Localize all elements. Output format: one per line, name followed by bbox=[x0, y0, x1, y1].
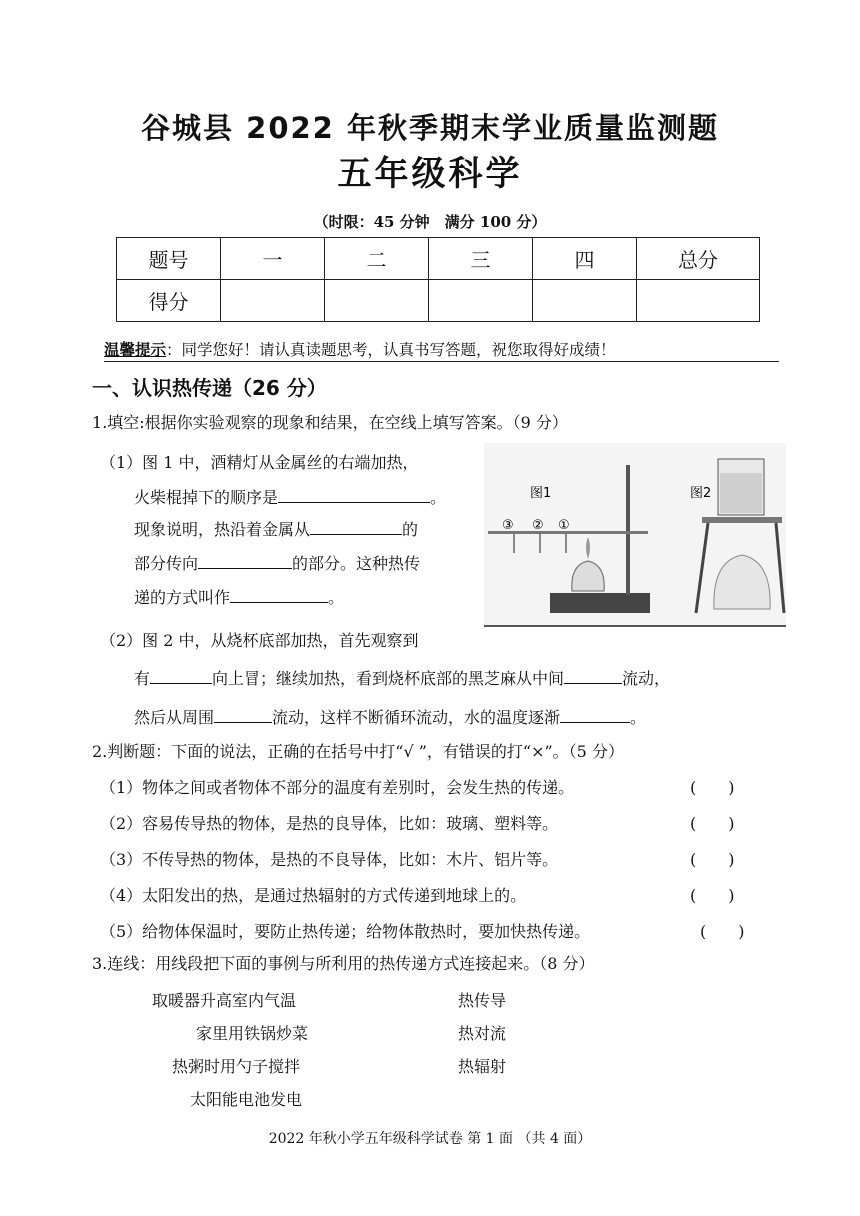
q1-p2-line2 bbox=[134, 666, 670, 689]
answer-blank[interactable] bbox=[150, 669, 212, 684]
q2-item: （5）给物体保温时，要防止热传递；给物体散热时，要加快热传递。 bbox=[100, 922, 591, 941]
score-label-cell: 得分 bbox=[117, 280, 221, 322]
score-cell[interactable] bbox=[325, 280, 429, 322]
q1-p1-line5 bbox=[134, 585, 344, 608]
q3-title: 3.连线：用线段把下面的事例与所利用的热传递方式连接起来。（8 分） bbox=[92, 954, 595, 973]
answer-blank[interactable] bbox=[560, 708, 630, 723]
exam-title: 谷城县 2022 年秋季期末学业质量监测题 bbox=[141, 111, 719, 145]
score-cell[interactable] bbox=[221, 280, 325, 322]
q1-p1-line1: （1）图 1 中，酒精灯从金属丝的右端加热， bbox=[100, 453, 419, 472]
score-header-cell: 四 bbox=[533, 238, 637, 280]
q1-text: 的部分。这种热传 bbox=[292, 554, 421, 573]
score-table bbox=[116, 237, 760, 322]
section-title: 一、认识热传递（26 分） bbox=[92, 376, 327, 400]
alcohol-lamp-icon bbox=[572, 561, 604, 591]
exam-subtitle: 五年级科学 bbox=[337, 154, 523, 194]
answer-paren[interactable]: ( ) bbox=[690, 850, 735, 869]
page-footer: 2022 年秋小学五年级科学试卷 第 1 面 （共 4 面） bbox=[268, 1131, 592, 1147]
q2-item: （1）物体之间或者物体不部分的温度有差别时，会发生热的传递。 bbox=[100, 778, 575, 797]
experiment-illustration bbox=[484, 443, 786, 625]
score-cell[interactable] bbox=[429, 280, 533, 322]
q2-item: （3）不传导热的物体，是热的不良导体，比如：木片、铝片等。 bbox=[100, 850, 559, 869]
q1-p1-line4 bbox=[134, 551, 420, 574]
answer-paren[interactable]: ( ) bbox=[690, 814, 735, 833]
answer-blank[interactable] bbox=[310, 520, 402, 535]
answer-blank[interactable] bbox=[278, 488, 430, 503]
tripod-leg bbox=[696, 523, 708, 613]
q1-p2-line3 bbox=[134, 705, 646, 728]
match-left-item[interactable]: 太阳能电池发电 bbox=[190, 1090, 303, 1109]
score-header-cell: 一 bbox=[221, 238, 325, 280]
answer-blank[interactable] bbox=[198, 554, 292, 569]
answer-blank[interactable] bbox=[214, 708, 272, 723]
q1-text: 有 bbox=[134, 669, 151, 688]
q2-title: 2.判断题：下面的说法，正确的在括号中打“√ ”，有错误的打“×”。（5 分） bbox=[92, 742, 624, 761]
q1-text: 部分传向 bbox=[134, 554, 199, 573]
q1-p1-line2 bbox=[134, 485, 446, 508]
alcohol-lamp-icon bbox=[714, 555, 770, 609]
marker-2: ② bbox=[532, 518, 544, 533]
answer-paren[interactable]: ( ) bbox=[690, 778, 735, 797]
fig2-label: 图2 bbox=[690, 486, 712, 501]
fig1-label: 图1 bbox=[530, 486, 552, 501]
q1-text: 。 bbox=[328, 588, 345, 607]
q2-item: （4）太阳发出的热，是通过热辐射的方式传递到地球上的。 bbox=[100, 886, 527, 905]
answer-paren[interactable]: ( ) bbox=[700, 922, 745, 941]
match-left-item[interactable]: 取暖器升高室内气温 bbox=[152, 991, 297, 1010]
marker-3: ③ bbox=[502, 518, 514, 533]
match-right-item[interactable]: 热传导 bbox=[458, 991, 507, 1010]
answer-paren[interactable]: ( ) bbox=[690, 886, 735, 905]
q1-p1-line3 bbox=[134, 517, 418, 540]
score-header-row bbox=[117, 238, 760, 280]
score-header-cell: 二 bbox=[325, 238, 429, 280]
flame-icon bbox=[586, 537, 590, 559]
match-left-item[interactable]: 家里用铁锅炒菜 bbox=[196, 1024, 309, 1043]
q1-text: 。 bbox=[630, 708, 647, 727]
tip-label: 温馨提示 bbox=[104, 341, 167, 359]
q1-text: 向上冒；继续加热，看到烧杯底部的黑芝麻从中间 bbox=[212, 669, 565, 688]
score-cell[interactable] bbox=[533, 280, 637, 322]
exam-meta: （时限：45 分钟 满分 100 分） bbox=[313, 213, 547, 231]
stand-base bbox=[550, 593, 650, 613]
q1-text: 流动，这样不断循环流动，水的温度逐渐 bbox=[272, 708, 561, 727]
q1-p2-line1: （2）图 2 中，从烧杯底部加热，首先观察到 bbox=[100, 631, 419, 650]
q2-item: （2）容易传导热的物体，是热的良导体，比如：玻璃、塑料等。 bbox=[100, 814, 559, 833]
tip-line bbox=[104, 338, 779, 362]
q1-text: 现象说明，热沿着金属从 bbox=[134, 520, 311, 539]
answer-blank[interactable] bbox=[230, 588, 328, 603]
tripod-top bbox=[702, 517, 782, 523]
q1-text: 流动， bbox=[622, 669, 671, 688]
q1-text: 的 bbox=[402, 520, 419, 539]
score-header-cell: 题号 bbox=[117, 238, 221, 280]
q1-title: 1.填空:根据你实验观察的现象和结果，在空线上填写答案。（9 分） bbox=[92, 413, 568, 432]
q1-text: 递的方式叫作 bbox=[134, 588, 231, 607]
experiment-figure bbox=[484, 443, 786, 627]
score-row bbox=[117, 280, 760, 322]
q1-text: 。 bbox=[430, 488, 447, 507]
tripod-leg bbox=[776, 523, 784, 613]
score-header-cell: 总分 bbox=[637, 238, 760, 280]
match-right-item[interactable]: 热对流 bbox=[458, 1024, 507, 1043]
marker-1: ① bbox=[558, 518, 570, 533]
stand-pole bbox=[626, 465, 630, 595]
score-header-cell: 三 bbox=[429, 238, 533, 280]
tip-text: ：同学您好！请认真读题思考，认真书写答题，祝您取得好成绩！ bbox=[166, 341, 616, 359]
score-cell[interactable] bbox=[637, 280, 760, 322]
match-left-item[interactable]: 热粥时用勺子搅拌 bbox=[172, 1057, 301, 1076]
answer-blank[interactable] bbox=[564, 669, 622, 684]
q1-text: 然后从周围 bbox=[134, 708, 215, 727]
match-right-item[interactable]: 热辐射 bbox=[458, 1057, 507, 1076]
water-with-sesame bbox=[720, 473, 762, 513]
q1-text: 火柴棍掉下的顺序是 bbox=[134, 488, 279, 507]
